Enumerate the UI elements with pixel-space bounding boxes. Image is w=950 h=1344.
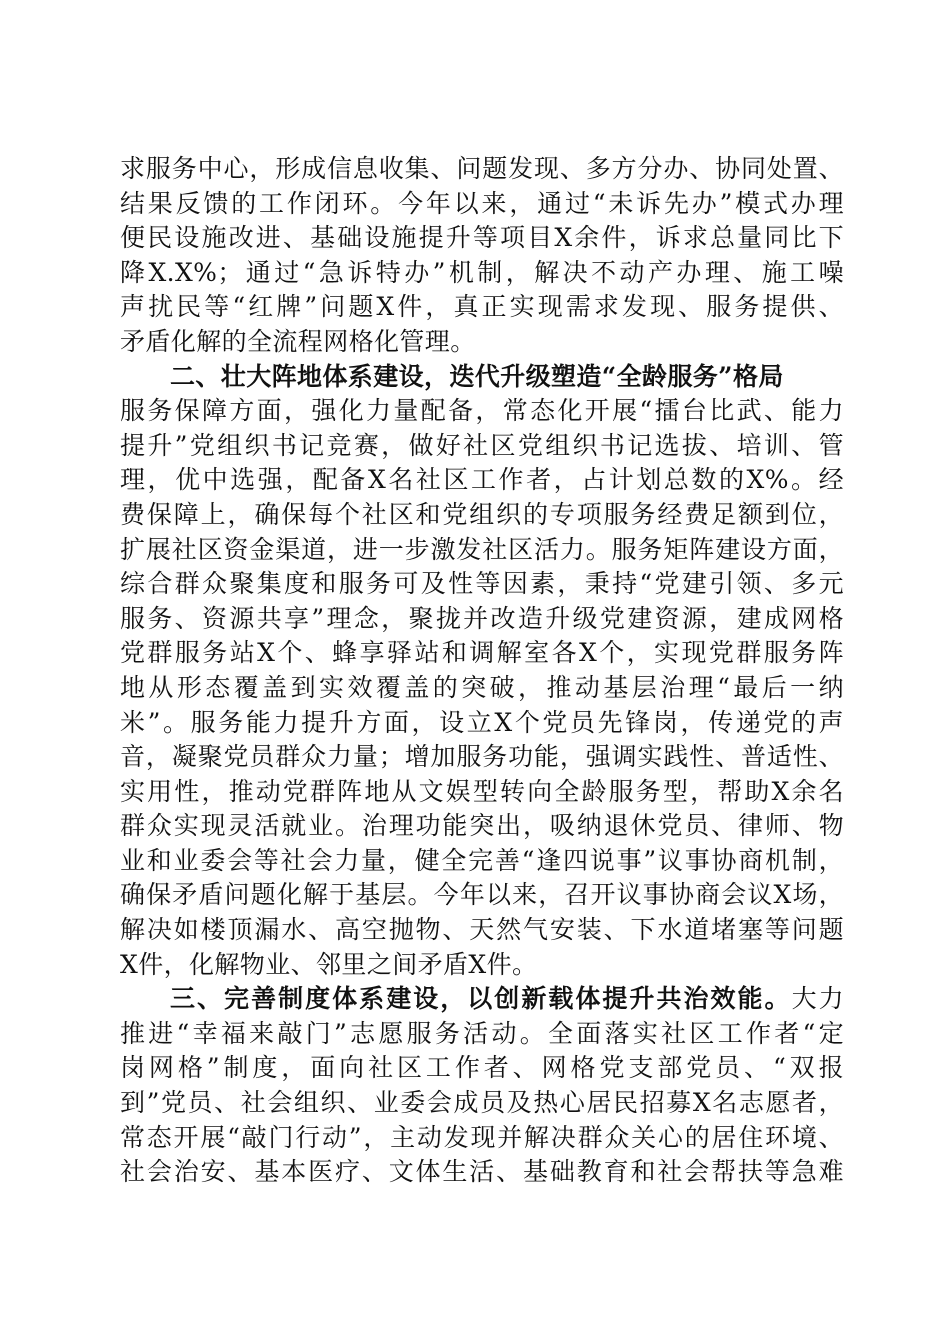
text-line: 常态开展“敲门行动”，主动发现并解决群众关心的居住环境、 <box>120 1122 844 1152</box>
text-line: 到”党员、社会组织、业委会成员及热心居民招募X名志愿者， <box>120 1088 844 1118</box>
text-line: 推进“幸福来敲门”志愿服务活动。全面落实社区工作者“定 <box>120 1018 844 1048</box>
text-line: X件，化解物业、邻里之间矛盾X件。 <box>120 949 538 979</box>
text-line: 服务保障方面，强化力量配备，常态化开展“擂台比武、能力 <box>120 396 844 426</box>
text-line: 社会治安、基本医疗、文体生活、基础教育和社会帮扶等急难 <box>120 1157 844 1187</box>
text-line: 解决如楼顶漏水、高空抛物、天然气安装、下水道堵塞等问题 <box>120 915 844 945</box>
text-line: 降X.X%；通过“急诉特办”机制，解决不动产办理、施工噪 <box>120 257 844 287</box>
text-line: 音，凝聚党员群众力量；增加服务功能，强调实践性、普适性、 <box>120 742 844 772</box>
text-line: 费保障上，确保每个社区和党组织的专项服务经费足额到位， <box>120 499 844 529</box>
text-line: 群众实现灵活就业。治理功能突出，吸纳退休党员、律师、物 <box>120 811 844 841</box>
text-line: 理，优中选强，配备X名社区工作者，占计划总数的X%。经 <box>120 465 844 495</box>
text-line: 米”。服务能力提升方面，设立X个党员先锋岗，传递党的声 <box>120 707 844 737</box>
text-line: 提升”党组织书记竞赛，做好社区党组织书记选拔、培训、管 <box>120 430 844 460</box>
text-line: 实用性，推动党群阵地从文娱型转向全龄服务型，帮助X余名 <box>120 776 844 806</box>
text-line: 求服务中心，形成信息收集、问题发现、多方分办、协同处置、 <box>120 154 844 183</box>
text-line: 党群服务站X个、蜂享驿站和调解室各X个，实现党群服务阵 <box>120 638 844 668</box>
section-heading-three-line <box>120 982 844 1017</box>
section-three-lead-text: 大力 <box>791 984 844 1014</box>
text-line: 综合群众聚集度和服务可及性等因素，秉持“党建引领、多元 <box>120 569 844 599</box>
text-line: 便民设施改进、基础设施提升等项目X余件，诉求总量同比下 <box>120 223 844 253</box>
document-body <box>120 152 844 1190</box>
text-line: 结果反馈的工作闭环。今年以来，通过“未诉先办”模式办理 <box>120 188 844 218</box>
text-line: 岗网格”制度，面向社区工作者、网格党支部党员、“双报 <box>120 1053 844 1083</box>
text-line: 服务、资源共享”理念，聚拢并改造升级党建资源，建成网格 <box>120 603 844 633</box>
text-line: 声扰民等“红牌”问题X件，真正实现需求发现、服务提供、 <box>120 292 844 322</box>
text-line: 地从形态覆盖到实效覆盖的突破，推动基层治理“最后一纳 <box>120 672 844 702</box>
text-line: 业和业委会等社会力量，健全完善“逢四说事”议事协商机制， <box>120 845 844 875</box>
text-line: 矛盾化解的全流程网格化管理。 <box>120 326 476 356</box>
text-line: 扩展社区资金渠道，进一步激发社区活力。服务矩阵建设方面， <box>120 534 844 564</box>
section-heading-two: 二、壮大阵地体系建设，迭代升级塑造“全龄服务”格局 <box>170 361 784 391</box>
text-line: 确保矛盾问题化解于基层。今年以来，召开议事协商会议X场， <box>120 880 844 910</box>
section-heading-three: 三、完善制度体系建设，以创新载体提升共治效能。 <box>170 984 792 1014</box>
